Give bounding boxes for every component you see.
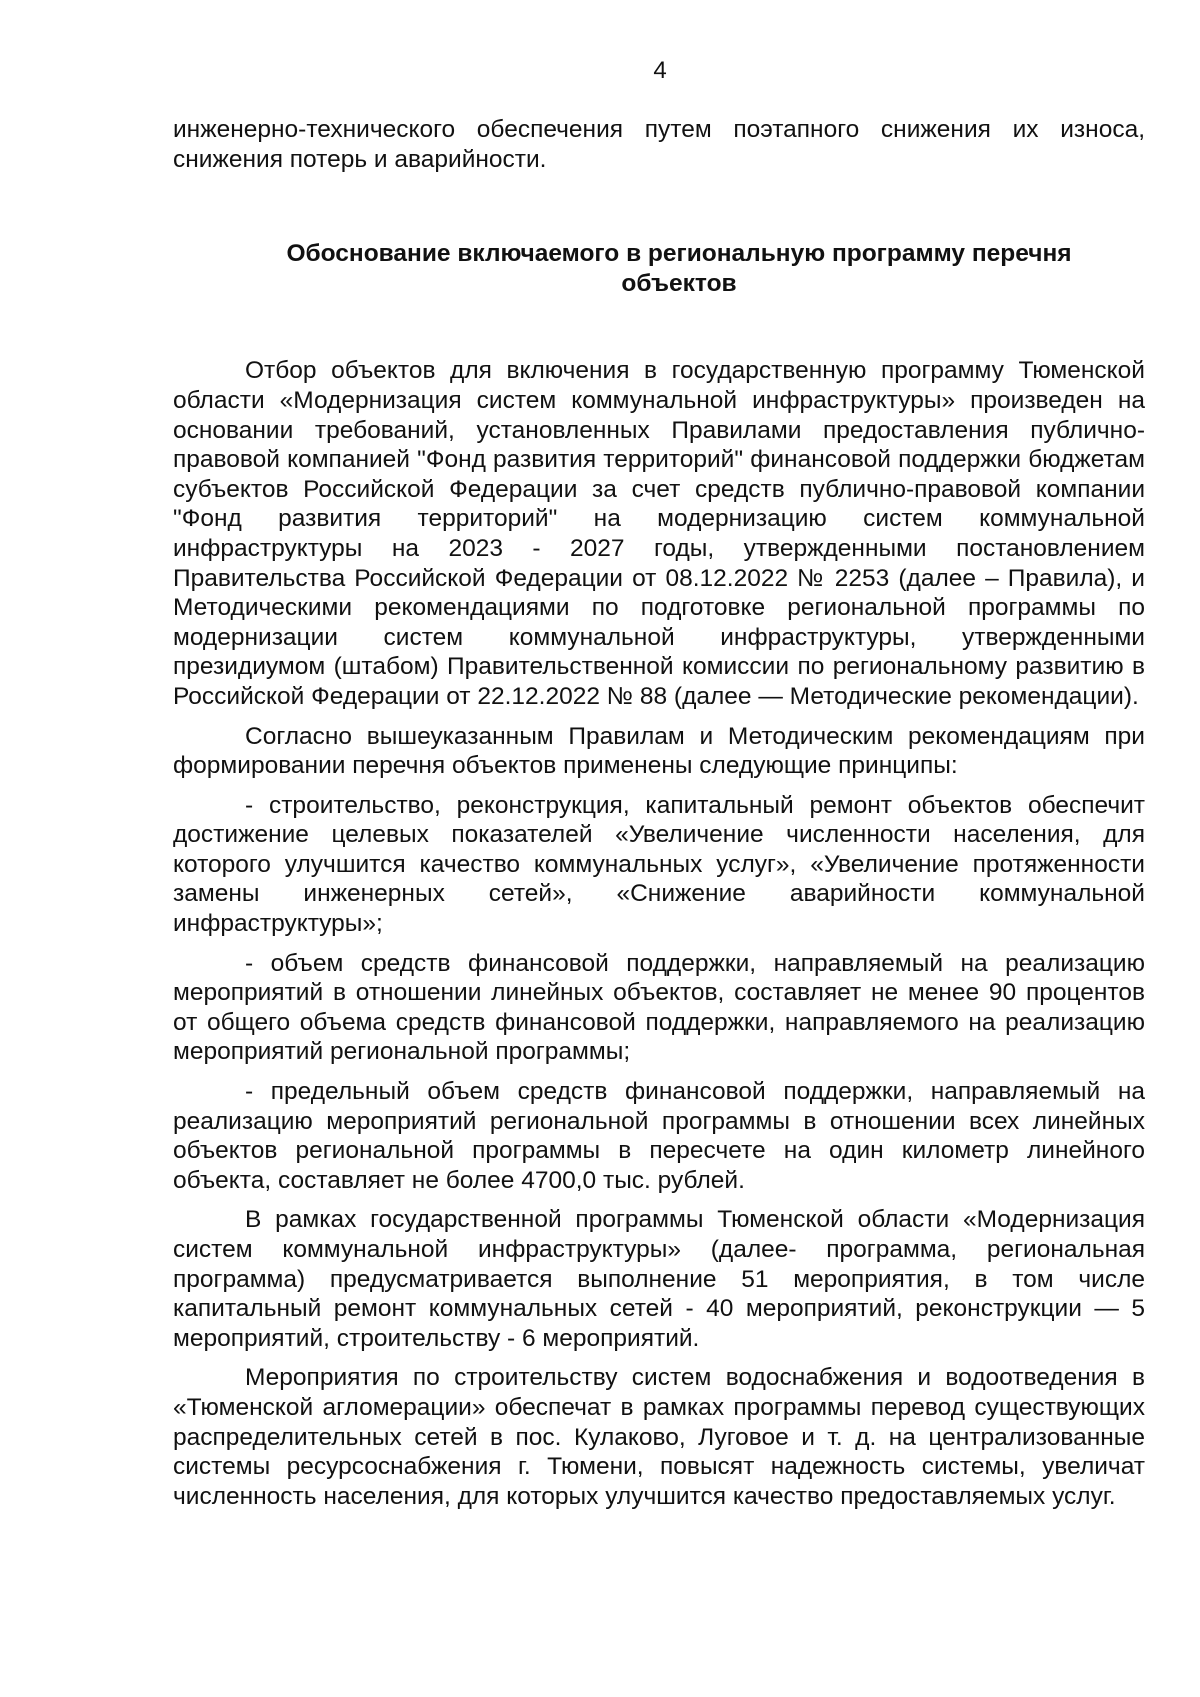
- section-heading-line-1: Обоснование включаемого в региональную программу перечня: [286, 240, 1072, 268]
- section-heading-line-2: объектов: [621, 269, 737, 297]
- paragraph-principle-targets: - строительство, реконструкция, капитальный ремонт объектов обеспечит достижение целевых показателей «Увеличение численности населения, для которого улучшится качество коммунальных услуг», «Увеличение протяженности замены инженерных сетей», «Снижение аварийности коммунальной инфраструктуры»;: [173, 791, 1145, 938]
- paragraph-program-measures: В рамках государственной программы Тюменской области «Модернизация систем коммунальной инфраструктуры» (далее- программа, региональная программа) предусматривается выполнение 51 мероприятия, в том числе капитальный ремонт коммунальных сетей - 40 мероприятий, реконструкции — 5 мероприятий, строительству - 6 мероприятий.: [173, 1206, 1145, 1352]
- paragraph-selection-basis: Отбор объектов для включения в государственную программу Тюменской области «Модернизация систем коммунальной инфраструктуры» произведен на основании требований, установленных Правилами предоставления публично-правовой компанией "Фонд развития территорий" финансовой поддержки бюджетам субъектов Российской Федерации за счет средств публично-правовой компании "Фонд развития территорий" на модернизацию систем коммунальной инфраструктуры на 2023 - 2027 годы, утвержденными постановлением Правительства Российской Федерации от 08.12.2022 № 2253 (далее – Правила), и Методическими рекомендациями по подготовке региональной программы по модернизации систем коммунальной инфраструктуры, утвержденными президиумом (штабом) Правительственной комиссии по региональному развитию в Российской Федерации от 22.12.2022 № 88 (далее — Методические рекомендации).: [173, 357, 1145, 710]
- lead-paragraph: инженерно-технического обеспечения путем поэтапного снижения их износа, снижения потерь и аварийности.: [173, 116, 1145, 173]
- section-heading: [173, 239, 1145, 298]
- page-number: 4: [653, 57, 667, 84]
- paragraph-principle-limit: - предельный объем средств финансовой поддержки, направляемый на реализацию мероприятий региональной программы в отношении всех линейных объектов региональной программы в пересчете на один километр линейного объекта, составляет не более 4700,0 тыс. рублей.: [173, 1078, 1145, 1194]
- paragraph-agglomeration: Мероприятия по строительству систем водоснабжения и водоотведения в «Тюменской агломерации» обеспечат в рамках программы перевод существующих распределительных сетей в пос. Кулаково, Луговое и т. д. на централизованные системы ресурсоснабжения г. Тюмени, повысят надежность системы, увеличат численность населения, для которых улучшится качество предоставляемых услуг.: [173, 1364, 1145, 1510]
- document-body: [173, 115, 1145, 1511]
- paragraph-principles-intro: Согласно вышеуказанным Правилам и Методическим рекомендациям при формировании перечня объектов применены следующие принципы:: [173, 722, 1145, 780]
- paragraph-principle-linear-share: - объем средств финансовой поддержки, направляемый на реализацию мероприятий в отношении линейных объектов, составляет не менее 90 процентов от общего объема средств финансовой поддержки, направляемого на реализацию мероприятий региональной программы;: [173, 949, 1145, 1066]
